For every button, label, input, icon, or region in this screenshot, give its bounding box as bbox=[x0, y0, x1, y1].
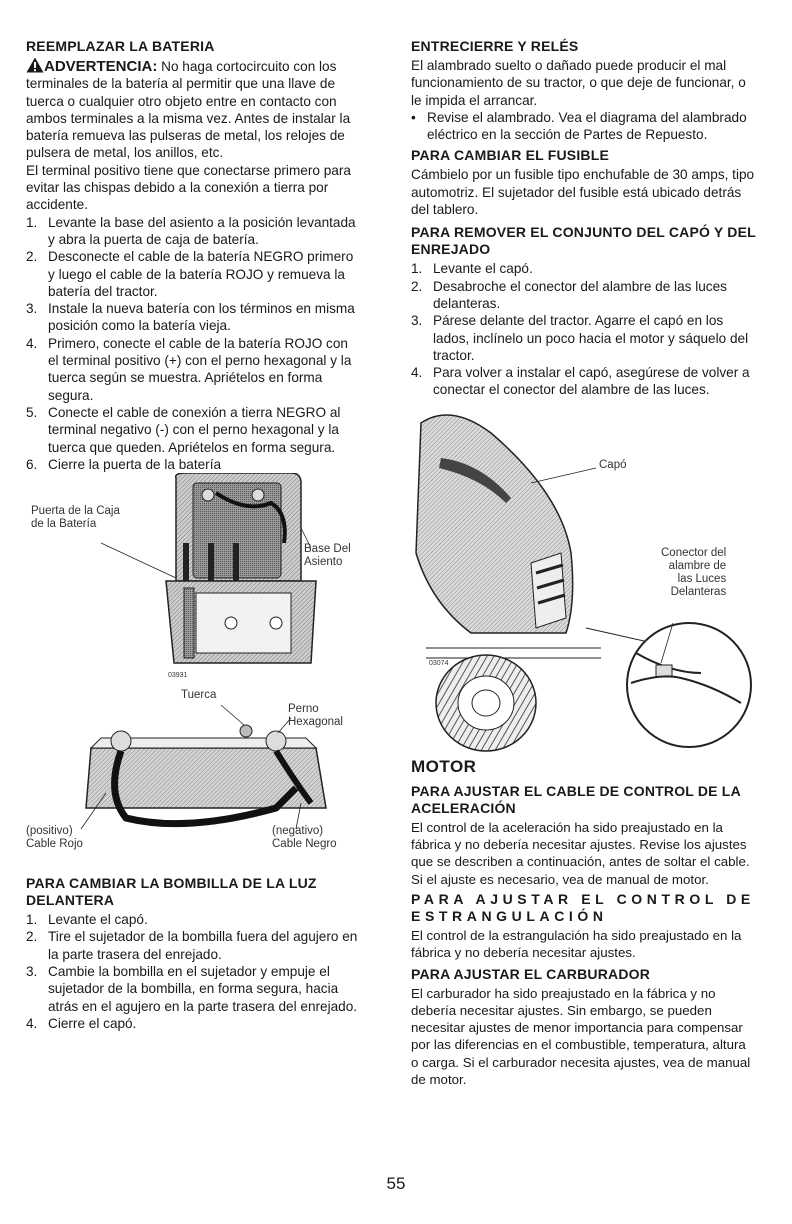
battery-title: REEMPLAZAR LA BATERIA bbox=[26, 38, 215, 54]
hood-title: PARA REMOVER EL CONJUNTO DEL CAPÓ Y DEL ENREJADO bbox=[411, 224, 756, 258]
relays-paragraph: El alambrado suelto o dañado puede producir el mal funcionamiento de su tractor, o que deje de funcionar, o le impida el arrancar. bbox=[411, 58, 746, 108]
step-text: Cierre la puerta de la batería bbox=[48, 456, 222, 472]
battery-box-figure bbox=[26, 473, 361, 693]
warning-triangle-icon bbox=[26, 57, 44, 73]
negative-cable-label: (negativo) Cable Negro bbox=[272, 825, 337, 851]
hood-figure-code: 03074 bbox=[429, 659, 449, 667]
warning-label: ADVERTENCIA: bbox=[44, 58, 158, 75]
seat-base-label: Base Del Asiento bbox=[304, 543, 351, 569]
list-item bbox=[411, 260, 756, 277]
list-item bbox=[411, 364, 756, 399]
step-text: Desconecte el cable de la batería NEGRO primero y luego el cable de la batería ROJO y remueva la batería del tractor. bbox=[48, 249, 354, 299]
battery-paragraph: El terminal positivo tiene que conectarse primero para evitar las chispas debido a la conexión a tierra por accidente. bbox=[26, 162, 351, 213]
throttle-title: PARA AJUSTAR EL CABLE DE CONTROL DE LA ACELERACIÓN bbox=[411, 782, 741, 816]
list-item bbox=[26, 335, 361, 404]
step-text: Párese delante del tractor. Agarre el capó en los lados, inclínelo un poco hacia el motor y sáquelo del tractor. bbox=[433, 313, 749, 363]
step-text: Para volver a instalar el capó, asegúrese de volver a conectar el conector del alambre de las luces. bbox=[433, 365, 750, 398]
step-number: 4. bbox=[26, 335, 38, 351]
choke-title: PARA AJUSTAR EL CONTROL DE ESTRANGULACIÓN bbox=[411, 890, 755, 924]
step-text: Levante el capó. bbox=[48, 912, 148, 928]
relays-bullets bbox=[411, 109, 756, 144]
connector-label: Conector del alambre de las Luces Delanteras bbox=[661, 546, 727, 598]
figure-code: 03931 bbox=[168, 672, 188, 680]
list-item bbox=[26, 300, 361, 335]
list-item bbox=[411, 109, 756, 144]
step-number: 4. bbox=[26, 1015, 38, 1031]
throttle-paragraph: El control de la aceleración ha sido preajustado en la fábrica y no debería necesitar ajustes. Revise los ajustes que se describen a continuación, antes de soltar el cable. Si el ajuste es necesario, vea de manual de motor. bbox=[411, 819, 750, 887]
list-item bbox=[26, 404, 361, 456]
step-text: Cierre el capó. bbox=[48, 1015, 137, 1031]
positive-cable-label: (positivo) Cable Rojo bbox=[26, 825, 83, 851]
step-number: 2. bbox=[26, 929, 38, 945]
step-number: 2. bbox=[26, 249, 38, 265]
list-item bbox=[26, 963, 361, 1015]
list-item bbox=[26, 1015, 361, 1032]
bullet-icon: • bbox=[411, 109, 416, 125]
choke-paragraph: El control de la estrangulación ha sido preajustado en la fábrica y no debería necesitar ajustes. bbox=[411, 927, 742, 961]
step-text: Levante la base del asiento a la posición levantada y abra la puerta de caja de batería. bbox=[48, 214, 356, 247]
step-number: 6. bbox=[26, 456, 38, 472]
list-item bbox=[411, 312, 756, 364]
fuse-title: PARA CAMBIAR EL FUSIBLE bbox=[411, 147, 610, 164]
step-text: Desabroche el conector del alambre de las luces delanteras. bbox=[433, 278, 727, 311]
motor-title: MOTOR bbox=[411, 756, 477, 776]
step-text: Levante el capó. bbox=[433, 261, 533, 277]
hex-bolt-label: Perno Hexagonal bbox=[288, 703, 343, 729]
list-item bbox=[26, 456, 361, 473]
right-column bbox=[411, 38, 756, 1088]
headlight-steps bbox=[26, 911, 361, 1032]
nut-label: Tuerca bbox=[181, 689, 217, 702]
hood-figure bbox=[411, 403, 756, 753]
list-item bbox=[411, 278, 756, 313]
list-item bbox=[26, 248, 361, 300]
list-item bbox=[26, 911, 361, 928]
step-text: Instale la nueva batería con los términos en misma posición como la batería vieja. bbox=[48, 301, 355, 334]
step-number: 1. bbox=[411, 261, 423, 277]
step-number: 2. bbox=[411, 278, 423, 294]
step-number: 5. bbox=[26, 404, 38, 420]
hood-steps bbox=[411, 260, 756, 398]
step-text: Conecte el cable de conexión a tierra NEGRO al terminal negativo (-) con el perno hexagonal y la tuerca que queden. Apriételos en forma segura. bbox=[48, 404, 341, 455]
bullet-text: Revise el alambrado. Vea el diagrama del alambrado eléctrico en la sección de Partes de Repuesto. bbox=[427, 109, 747, 143]
list-item bbox=[26, 214, 361, 249]
step-number: 3. bbox=[26, 964, 38, 980]
headlight-section bbox=[26, 875, 361, 1032]
relays-title: ENTRECIERRE Y RELÉS bbox=[411, 38, 579, 54]
battery-steps bbox=[26, 214, 361, 473]
step-number: 3. bbox=[26, 301, 38, 317]
step-text: Cambie la bombilla en el sujetador y empuje el sujetador de la bombilla, en forma segura, hacia atrás en el agujero en la parte trasera del enrejado. bbox=[48, 964, 358, 1014]
battery-door-label: Puerta de la Caja de la Batería bbox=[31, 505, 120, 531]
hood-label: Capó bbox=[599, 458, 627, 471]
list-item bbox=[26, 928, 361, 963]
battery-warning bbox=[26, 57, 361, 162]
step-text: Primero, conecte el cable de la batería ROJO con el terminal positivo (+) con el perno hexagonal y la tuerca según se muestra. Apriételos en forma segura. bbox=[48, 335, 352, 403]
battery-terminals-figure bbox=[26, 689, 361, 853]
carburetor-paragraph: El carburador ha sido preajustado en la fábrica y no debería necesitar ajustes. Sin embargo, se pueden necesitar ajustes de menor importancia para compensar por las diferencias en el combustible, temperatura, altura o carga. Si el carburador necesita ajustes, vea de manual de motor. bbox=[411, 985, 751, 1088]
step-number: 3. bbox=[411, 313, 423, 329]
page-number: 55 bbox=[386, 1174, 406, 1193]
headlight-title: PARA CAMBIAR LA BOMBILLA DE LA LUZ DELANTERA bbox=[26, 875, 317, 909]
step-text: Tire el sujetador de la bombilla fuera del agujero en la parte trasera del enrejado. bbox=[48, 929, 358, 962]
warning-text: No haga cortocircuito con los terminales de la batería al permitir que una llave de tuerca o cualquier otro objeto entre en contacto con ambos terminales a la misma vez. Antes de instalar la batería remueva las pulseras de metal, los relojes de pulsera de metal, los anillos, etc. bbox=[26, 59, 351, 161]
carburetor-title: PARA AJUSTAR EL CARBURADOR bbox=[411, 965, 651, 982]
step-number: 4. bbox=[411, 365, 423, 381]
left-column bbox=[26, 38, 361, 1032]
step-number: 1. bbox=[26, 912, 38, 928]
step-number: 1. bbox=[26, 214, 38, 230]
fuse-paragraph: Cámbielo por un fusible tipo enchufable de 30 amps, tipo automotriz. El sujetador del fusible está ubicado detrás del tablero. bbox=[411, 167, 755, 218]
